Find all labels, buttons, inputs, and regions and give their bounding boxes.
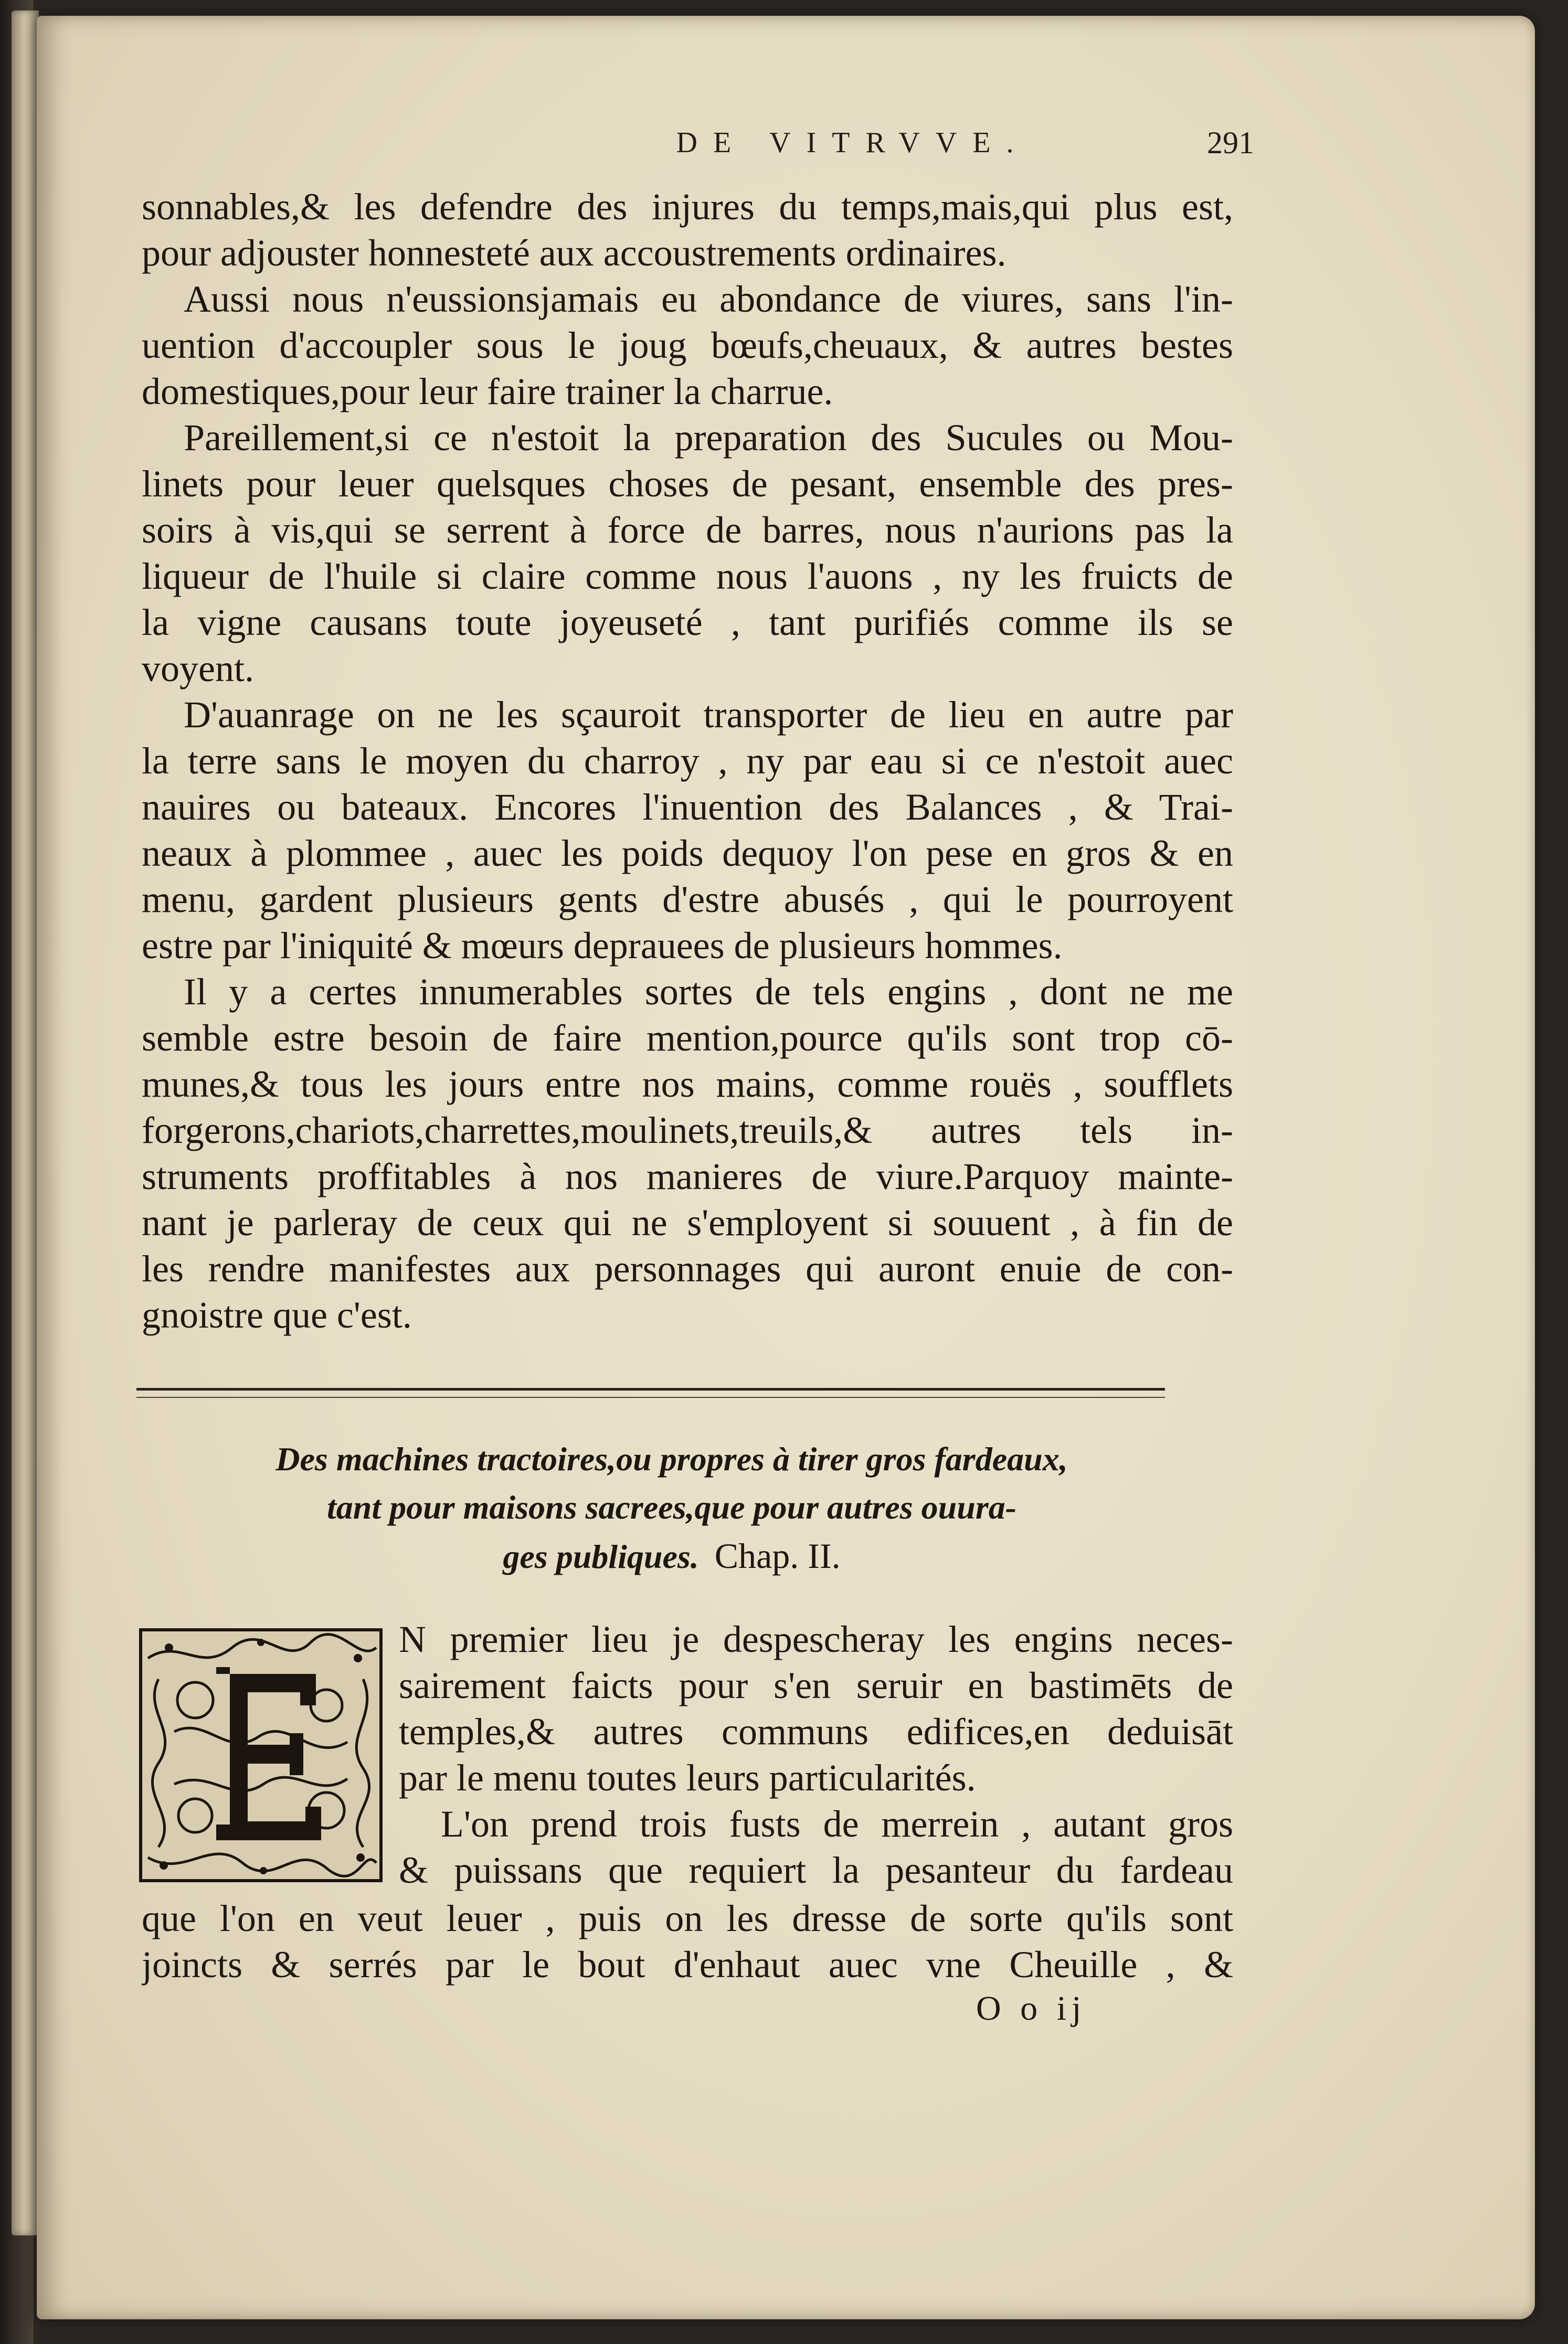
text-line: uention d'accoupler sous le joug bœufs,cheuaux, & autres bestes (142, 324, 1233, 366)
text-line: forgerons,chariots,charrettes,moulinets,treuils,& autres tels in- (142, 1109, 1233, 1151)
text-line: soirs à vis,qui se serrent à force de barres, nous n'aurions pas la (142, 509, 1233, 551)
facing-page-edge (12, 10, 39, 2235)
text-line: par le menu toutes leurs particularités. (399, 1757, 976, 1799)
text-line: que l'on en veut leuer , puis on les dresse de sorte qu'ils sont (142, 1897, 1233, 1939)
chapter-label: Chap. II. (714, 1536, 841, 1576)
signature-mark: O o ij (976, 1989, 1087, 2028)
text-line: struments proffitables à nos manieres de viure.Parquoy mainte- (142, 1155, 1233, 1197)
chapter-heading (199, 1435, 1144, 1581)
text-line: liqueur de l'huile si claire comme nous l'auons , ny les fruicts de (142, 555, 1233, 597)
text-line: menu, gardent plusieurs gents d'estre abusés , qui le pourroyent (142, 878, 1233, 920)
text-line: Aussi nous n'eussionsjamais eu abondance de viures, sans l'in- (184, 278, 1233, 320)
section-divider (136, 1388, 1165, 1391)
text-line: nauires ou bateaux. Encores l'inuention des Balances , & Trai- (142, 786, 1233, 828)
section-divider-thin (136, 1397, 1165, 1398)
text-line: sairement faicts pour s'en seruir en bastimēts de (399, 1664, 1233, 1706)
text-line: nant je parleray de ceux qui ne s'employent si souuent , à fin de (142, 1202, 1233, 1244)
text-line: Pareillement,si ce n'estoit la preparation des Sucules ou Mou- (184, 417, 1233, 459)
paragraph (142, 184, 1233, 276)
body-text (142, 184, 1233, 1338)
text-line: munes,& tous les jours entre nos mains, comme rouës , soufflets (142, 1063, 1233, 1105)
page-number: 291 (1207, 125, 1254, 160)
text-line: Il y a certes innumerables sortes de tels engins , dont ne me (184, 971, 1233, 1013)
text-line: voyent. (142, 648, 254, 690)
text-line: semble estre besoin de faire mention,pource qu'ils sont trop cō- (142, 1017, 1233, 1059)
decorated-initial-e-icon (137, 1627, 384, 1884)
paragraph (142, 415, 1233, 692)
text-line: la vigne causans toute joyeuseté , tant purifiés comme ils se (142, 601, 1233, 643)
text-line: sonnables,& les defendre des injures du temps,mais,qui plus est, (142, 186, 1233, 228)
text-line: gnoistre que c'est. (142, 1294, 412, 1336)
section-text-full-width (142, 1895, 1233, 1988)
text-line: joincts & serrés par le bout d'enhaut auec vne Cheuille , & (142, 1944, 1233, 1986)
text-line: la terre sans le moyen du charroy , ny par eau si ce n'estoit auec (142, 740, 1233, 782)
section-text-beside-initial (399, 1616, 1233, 1893)
chapter-title-last-row (199, 1532, 1144, 1581)
text-line: N premier lieu je despescheray les engins neces- (399, 1618, 1233, 1660)
paragraph (142, 276, 1233, 415)
text-line: & puissans que requiert la pesanteur du fardeau (399, 1849, 1233, 1891)
text-line: temples,& autres communs edifices,en deduisāt (399, 1711, 1233, 1753)
text-line: D'auanrage on ne les sçauroit transporter de lieu en autre par (184, 694, 1233, 736)
text-line: les rendre manifestes aux personnages qui auront enuie de con- (142, 1248, 1233, 1290)
paragraph (142, 969, 1233, 1338)
running-head: DE VITRVVE. (676, 126, 1030, 159)
text-line: estre par l'iniquité & mœurs deprauees de plusieurs hommes. (142, 925, 1063, 967)
chapter-title-line: tant pour maisons sacrees,que pour autres ouura- (326, 1489, 1017, 1526)
text-line: pour adjouster honnesteté aux accoustrements ordinaires. (142, 232, 1007, 274)
text-line: linets pour leuer quelsques choses de pesant, ensemble des pres- (142, 463, 1233, 505)
text-line: domestiques,pour leur faire trainer la charrue. (142, 370, 833, 412)
text-line: L'on prend trois fusts de merrein , autant gros (441, 1803, 1233, 1845)
text-line: neaux à plommee , auec les poids dequoy l'on pese en gros & en (142, 832, 1233, 874)
paragraph (142, 692, 1233, 969)
chapter-title-line: ges publiques. (503, 1538, 699, 1575)
chapter-title-line: Des machines tractoires,ou propres à tirer gros fardeaux, (276, 1440, 1068, 1478)
